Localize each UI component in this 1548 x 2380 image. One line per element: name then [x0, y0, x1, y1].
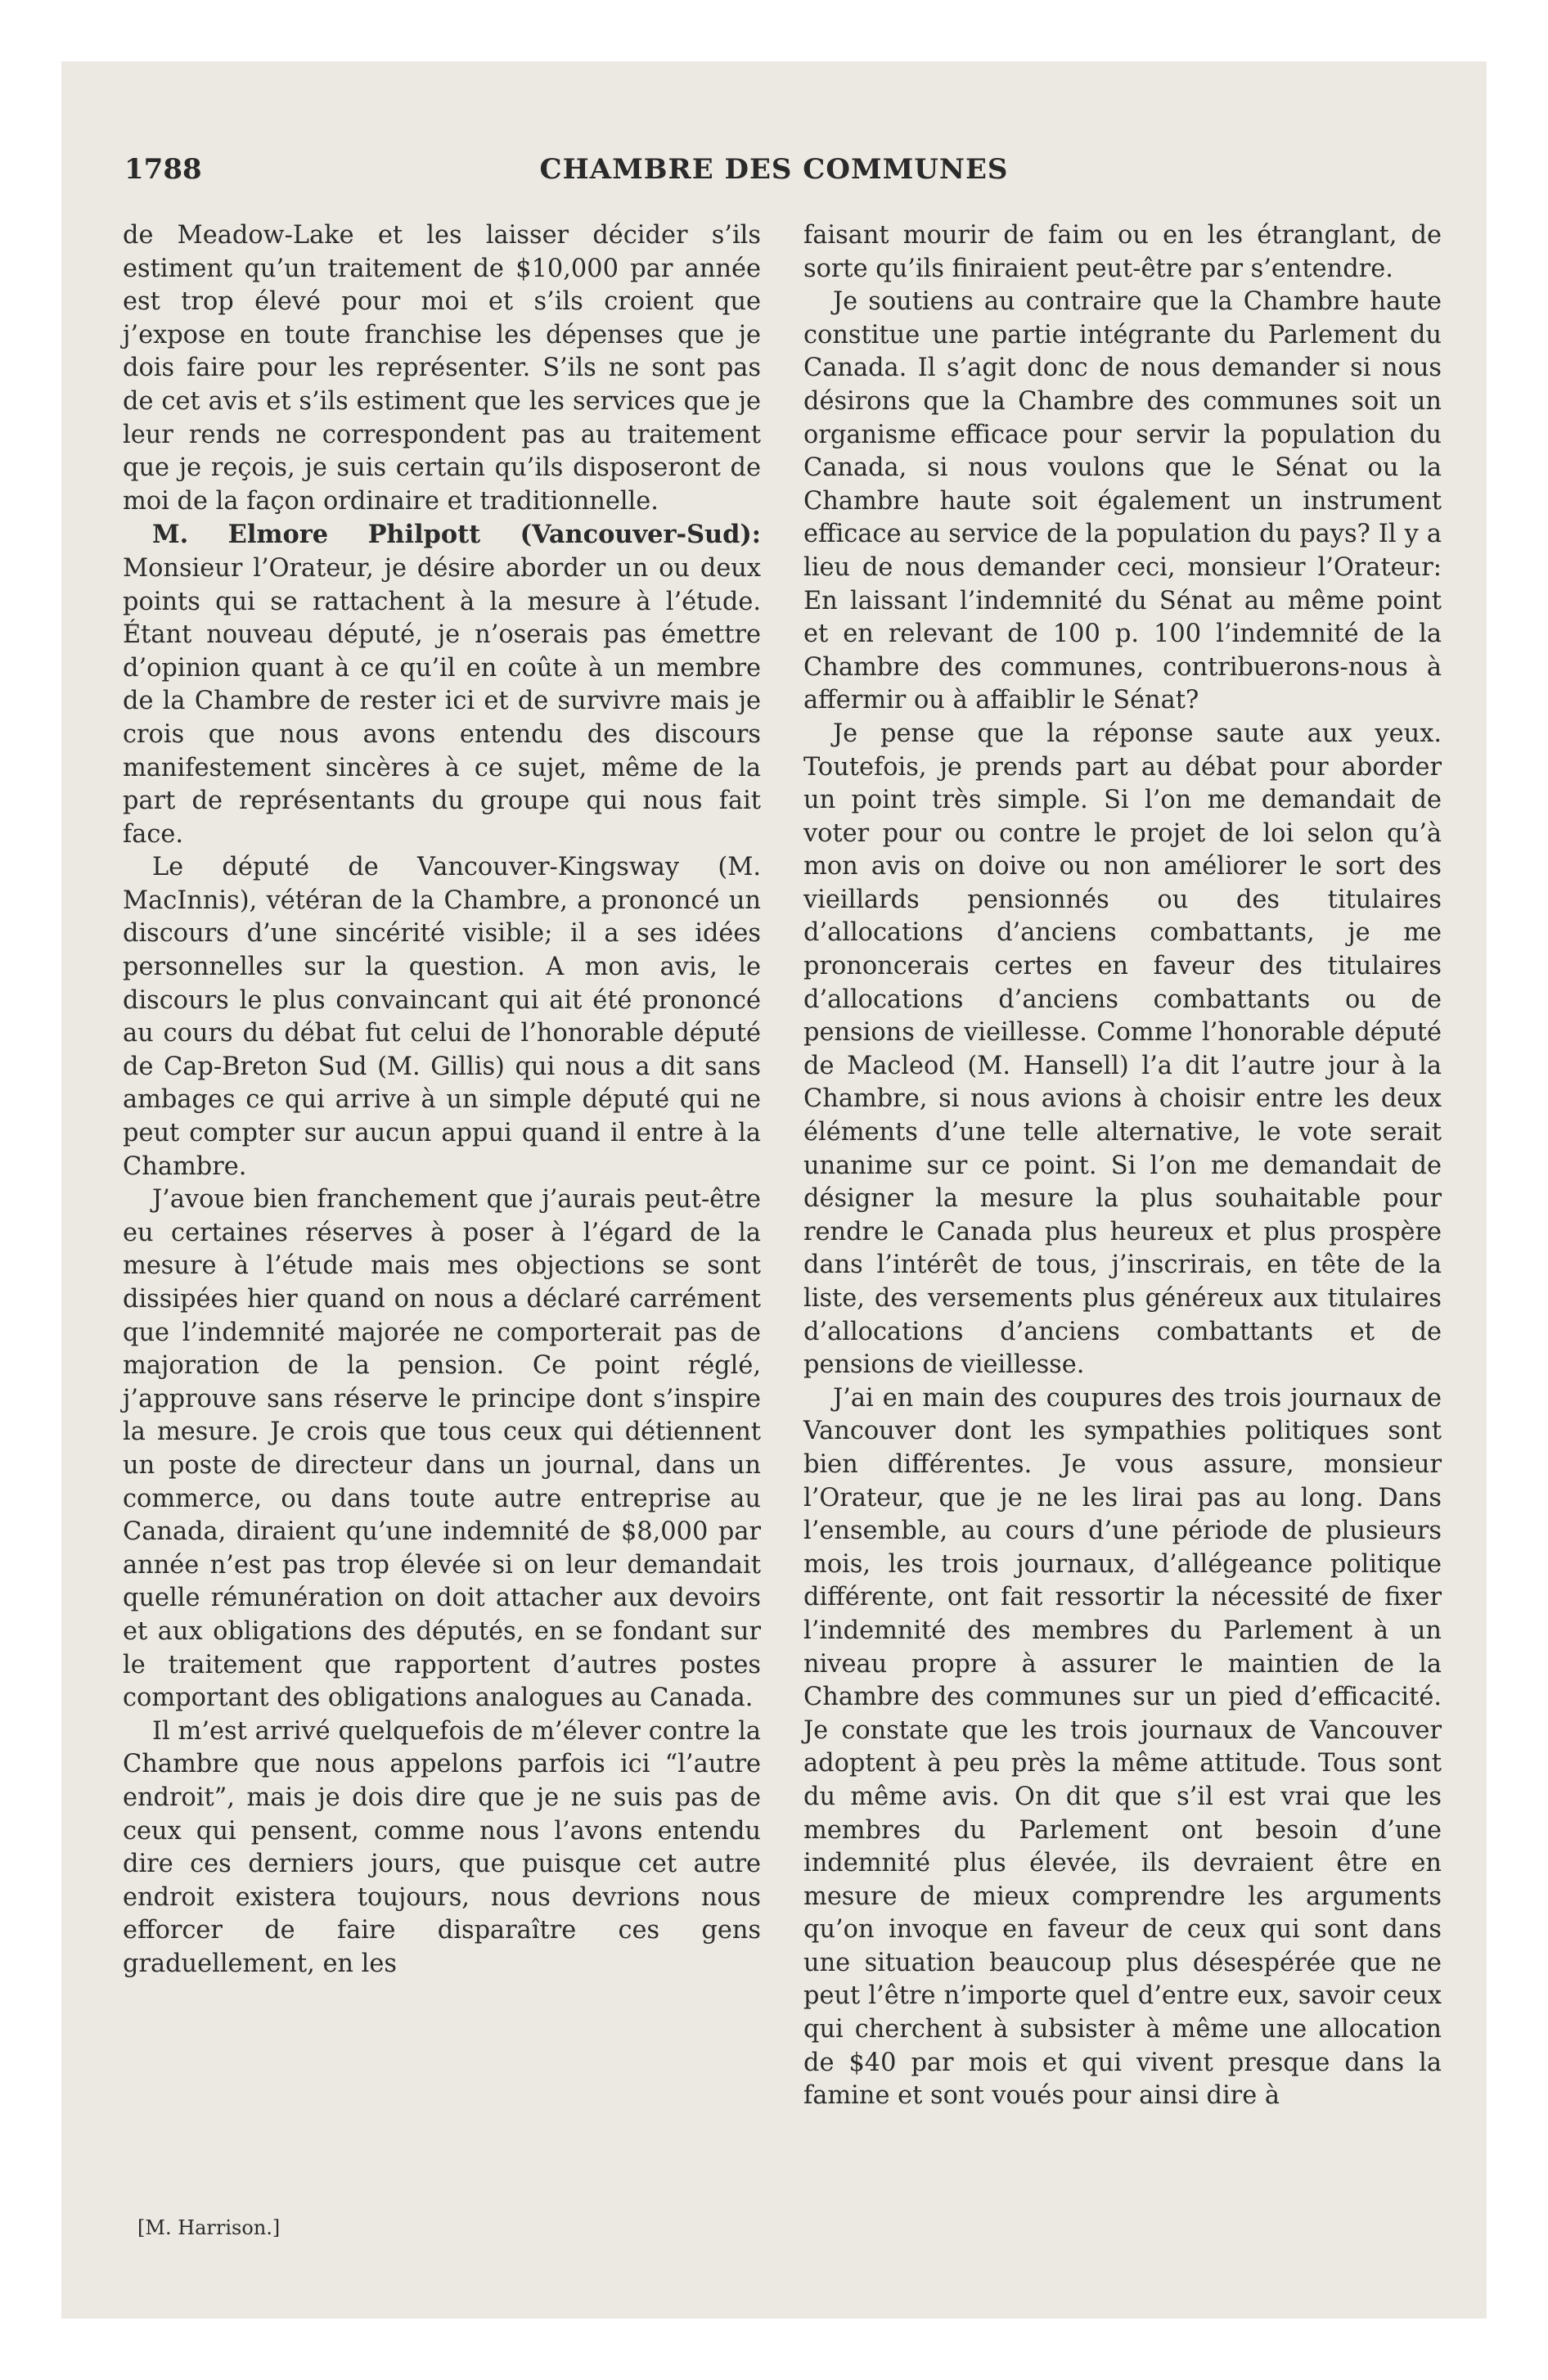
- right-paragraph-1: faisant mourir de faim ou en les étranglant, de sorte qu’ils finiraient peut-être par s’entendre.: [803, 221, 1442, 283]
- speaker-footnote: [M. Harrison.]: [137, 2216, 281, 2239]
- left-paragraph-3: Le député de Vancouver-Kingsway (M. MacInnis), vétéran de la Chambre, a prononcé un discours d’une sincérité visible; il a ses idées personnelles sur la question. A mon avis, le discours le plus convaincant qui ait été prononcé au cours du débat fut celui de l’honorable député de Cap-Breton Sud (M. Gillis) qui nous a dit sans ambages ce qui arrive à un simple député qui ne peut compter sur aucun appui quand il entre à la Chambre.: [123, 853, 761, 1181]
- left-paragraph-4: J’avoue bien franchement que j’aurais peut-être eu certaines réserves à poser à l’égard de la mesure à l’étude mais mes objections se sont dissipées hier quand on nous a déclaré carrément que l’indemnité majorée ne comporterait pas de majoration de la pension. Ce point réglé, j’approuve sans réserve le principe dont s’inspire la mesure. Je crois que tous ceux qui détiennent un poste de directeur dans un journal, dans un commerce, ou dans toute autre entreprise au Canada, diraient qu’une indemnité de $8,000 par année n’est pas trop élevée si on leur demandait quelle rémunération on doit attacher aux devoirs et aux obligations des députés, en se fondant sur le traitement que rapportent d’autres postes comportant des obligations analogues au Canada.: [123, 1185, 761, 1713]
- right-paragraph-3: Je pense que la réponse saute aux yeux. Toutefois, je prends part au débat pour aborder un point très simple. Si l’on me demandait de voter pour ou contre le projet de loi selon qu’à mon avis on doive ou non améliorer le sort des vieillards pensionnés ou des titulaires d’allocations d’anciens combattants, je me prononcerais certes en faveur des titulaires d’allocations d’anciens combattants ou de pensions de vieillesse. Comme l’honorable député de Macleod (M. Hansell) l’a dit l’autre jour à la Chambre, si nous avions à choisir entre les deux éléments d’une telle alternative, le vote serait unanime sur ce point. Si l’on me demandait de désigner la mesure la plus souhaitable pour rendre le Canada plus heureux et plus prospère dans l’intérêt de tous, j’inscrirais, en tête de la liste, des versements plus généreux aux titulaires d’allocations d’anciens combattants et de pensions de vieillesse.: [803, 719, 1442, 1380]
- left-paragraph-1: de Meadow-Lake et les laisser décider s’ils estiment qu’un traitement de $10,000 par année est trop élevé pour moi et s’ils croient que j’expose en toute franchise les dépenses que je dois faire pour les représenter. S’ils ne sont pas de cet avis et s’ils estiment que les services que je leur rends ne correspondent pas au traitement que je reçois, je suis certain qu’ils disposeront de moi de la façon ordinaire et traditionnelle.: [123, 221, 761, 516]
- speaker-remarks: Monsieur l’Orateur, je désire aborder un ou deux points qui se rattachent à la mesure à l’étude. Étant nouveau député, je n’oserais pas émettre d’opinion quant à ce qu’il en coûte à un membre de la Chambre de rester ici et de survivre mais je crois que nous avons entendu des discours manifestement sincères à ce sujet, même de la part de représentants du groupe qui nous fait face.: [123, 553, 761, 849]
- speaker-name: M. Elmore Philpott (Vancouver-Sud):: [152, 520, 761, 550]
- right-paragraph-4: J’ai en main des coupures des trois journaux de Vancouver dont les sympathies politiques sont bien différentes. Je vous assure, monsieur l’Orateur, que je ne les lirai pas au long. Dans l’ensemble, au cours d’une période de plusieurs mois, les trois journaux, d’allégeance politique différente, ont fait ressortir la nécessité de fixer l’indemnité des membres du Parlement à un niveau propre à assurer le maintien de la Chambre des communes sur un pied d’efficacité. Je constate que les trois journaux de Vancouver adoptent à peu près la même attitude. Tous sont du même avis. On dit que s’il est vrai que les membres du Parlement ont besoin d’une indemnité plus élevée, ils devraient être en mesure de mieux comprendre les arguments qu’on invoque en faveur de ceux qui sont dans une situation beaucoup plus désespérée que ne peut l’être n’importe quel d’entre eux, savoir ceux qui cherchent à subsister à même une allocation de $40 par mois et qui vivent presque dans la famine et sont voués pour ainsi dire à: [803, 1383, 1442, 2111]
- left-column: [123, 219, 761, 1981]
- page-number: 1788: [124, 153, 202, 186]
- right-paragraph-2: Je soutiens au contraire que la Chambre haute constitue une partie intégrante du Parlement du Canada. Il s’agit donc de nous demander si nous désirons que la Chambre des communes soit un organisme efficace pour servir la population du Canada, si nous voulons que le Sénat ou la Chambre haute soit également un instrument efficace au service de la population du pays? Il y a lieu de nous demander ceci, monsieur l’Orateur: En laissant l’indemnité du Sénat au même point et en relevant de 100 p. 100 l’indemnité de la Chambre des communes, contribuerons-nous à affermir ou à affaiblir le Sénat?: [803, 287, 1442, 715]
- right-column: [803, 219, 1442, 2113]
- left-paragraph-5: Il m’est arrivé quelquefois de m’élever contre la Chambre que nous appelons parfois ici “l’autre endroit”, mais je dois dire que je ne suis pas de ceux qui pensent, comme nous l’avons entendu dire ces derniers jours, que puisque cet autre endroit existera toujours, nous devrions nous efforcer de faire disparaître ces gens graduellement, en les: [123, 1716, 761, 1978]
- left-paragraph-2: [123, 518, 761, 851]
- running-head-title: CHAMBRE DES COMMUNES: [539, 153, 1009, 186]
